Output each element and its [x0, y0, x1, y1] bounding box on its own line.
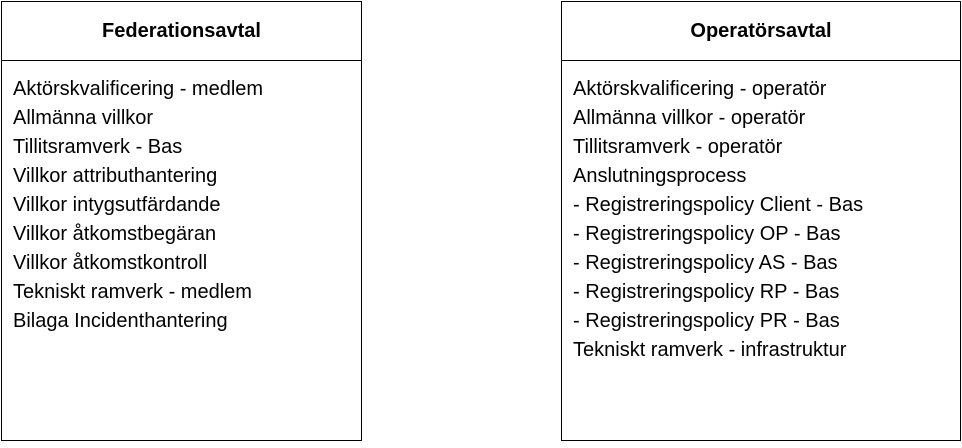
operatorsavtal-item: Tillitsramverk - operatör [573, 136, 783, 158]
operatorsavtal-box [561, 1, 961, 441]
operatorsavtal-item: - Registreringspolicy OP - Bas [573, 223, 841, 245]
federationsavtal-item: Tillitsramverk - Bas [13, 136, 183, 158]
operatorsavtal-item: Aktörskvalificering - operatör [573, 78, 827, 100]
federationsavtal-item: Villkor åtkomstkontroll [13, 252, 208, 274]
operatorsavtal-item: - Registreringspolicy AS - Bas [573, 252, 838, 274]
federationsavtal-item: Villkor åtkomstbegäran [13, 223, 217, 245]
operatorsavtal-body [562, 61, 960, 365]
operatorsavtal-item: - Registreringspolicy PR - Bas [573, 310, 840, 332]
federationsavtal-box [1, 1, 362, 441]
federationsavtal-item: Aktörskvalificering - medlem [13, 78, 264, 100]
federationsavtal-body [2, 61, 361, 336]
federationsavtal-item: Villkor attributhantering [13, 165, 218, 187]
operatorsavtal-item: - Registreringspolicy RP - Bas [573, 281, 840, 303]
federationsavtal-item: Allmänna villkor [13, 107, 154, 129]
operatorsavtal-title: Operatörsavtal [562, 2, 960, 61]
operatorsavtal-item: Tekniskt ramverk - infrastruktur [573, 339, 847, 361]
operatorsavtal-item: - Registreringspolicy Client - Bas [573, 194, 864, 216]
operatorsavtal-item: Anslutningsprocess [573, 165, 747, 187]
federationsavtal-item: Villkor intygsutfärdande [13, 194, 221, 216]
federationsavtal-title: Federationsavtal [2, 2, 361, 61]
federationsavtal-item: Bilaga Incidenthantering [13, 310, 228, 332]
federationsavtal-item: Tekniskt ramverk - medlem [13, 281, 252, 303]
operatorsavtal-item: Allmänna villkor - operatör [573, 107, 806, 129]
